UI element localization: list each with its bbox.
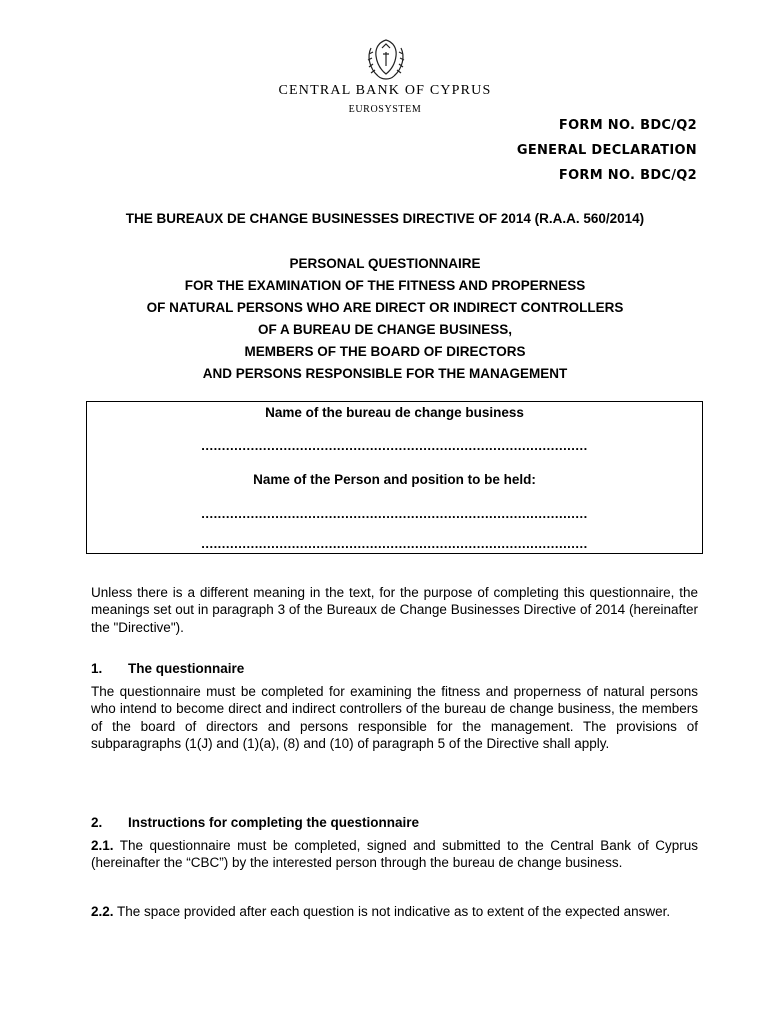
instruction-2-2 xyxy=(91,903,698,920)
form-number-repeat: FORM NO. BDC/Q2 xyxy=(558,168,697,183)
cyprus-coat-of-arms-icon xyxy=(361,34,411,84)
section-1-heading xyxy=(91,661,244,676)
questionnaire-title-line: OF A BUREAU DE CHANGE BUSINESS, xyxy=(257,322,513,337)
form-number: FORM NO. BDC/Q2 xyxy=(558,118,697,133)
instruction-2-1 xyxy=(91,837,698,872)
person-name-field[interactable]: .............................................................................................. xyxy=(201,506,588,521)
section-number: 1. xyxy=(91,661,103,676)
bank-name: CENTRAL BANK OF CYPRUS xyxy=(278,83,492,98)
item-text: The space provided after each question is not indicative as to extent of the expected answer. xyxy=(113,904,671,919)
section-1-body: The questionnaire must be completed for examining the fitness and properness of natural persons who intend to become direct and indirect controllers of the bureau de change business, the members of the board of directors and persons responsible for the management. The provisions of subparagraphs (1(J) and (1)(a), (8) and (10) of paragraph 5 of the Directive shall apply. xyxy=(91,684,698,751)
questionnaire-title-line: OF NATURAL PERSONS WHO ARE DIRECT OR INDIRECT CONTROLLERS xyxy=(146,300,624,315)
questionnaire-title-line: AND PERSONS RESPONSIBLE FOR THE MANAGEMENT xyxy=(202,366,568,381)
business-name-field[interactable]: .............................................................................................. xyxy=(201,438,588,453)
applicant-info-box xyxy=(86,401,703,554)
section-title: Instructions for completing the questionnaire xyxy=(128,815,420,830)
business-name-label: Name of the bureau de change business xyxy=(265,405,524,420)
general-declaration: GENERAL DECLARATION xyxy=(516,143,697,158)
item-text: The questionnaire must be completed, signed and submitted to the Central Bank of Cyprus (hereinafter the “CBC”) by the interested person through the bureau de change business. xyxy=(91,838,698,871)
questionnaire-title-line: PERSONAL QUESTIONNAIRE xyxy=(289,256,481,271)
section-number: 2. xyxy=(91,815,103,830)
eurosystem-label: EUROSYSTEM xyxy=(348,104,422,115)
item-number: 2.1. xyxy=(91,838,114,853)
section-2-heading xyxy=(91,815,419,830)
person-position-label: Name of the Person and position to be held: xyxy=(253,472,536,487)
questionnaire-title-line: FOR THE EXAMINATION OF THE FITNESS AND PROPERNESS xyxy=(184,278,586,293)
intro-paragraph: Unless there is a different meaning in the text, for the purpose of completing this questionnaire, the meanings set out in paragraph 3 of the Bureaux de Change Businesses Directive of 2014 (hereinafter the "Directive"). xyxy=(91,585,698,635)
section-title: The questionnaire xyxy=(128,661,245,676)
item-number: 2.2. xyxy=(91,904,114,919)
questionnaire-title-line: MEMBERS OF THE BOARD OF DIRECTORS xyxy=(244,344,526,359)
position-field[interactable]: .............................................................................................. xyxy=(201,536,588,551)
directive-title: THE BUREAUX DE CHANGE BUSINESSES DIRECTIVE OF 2014 (R.A.A. 560/2014) xyxy=(125,211,645,226)
